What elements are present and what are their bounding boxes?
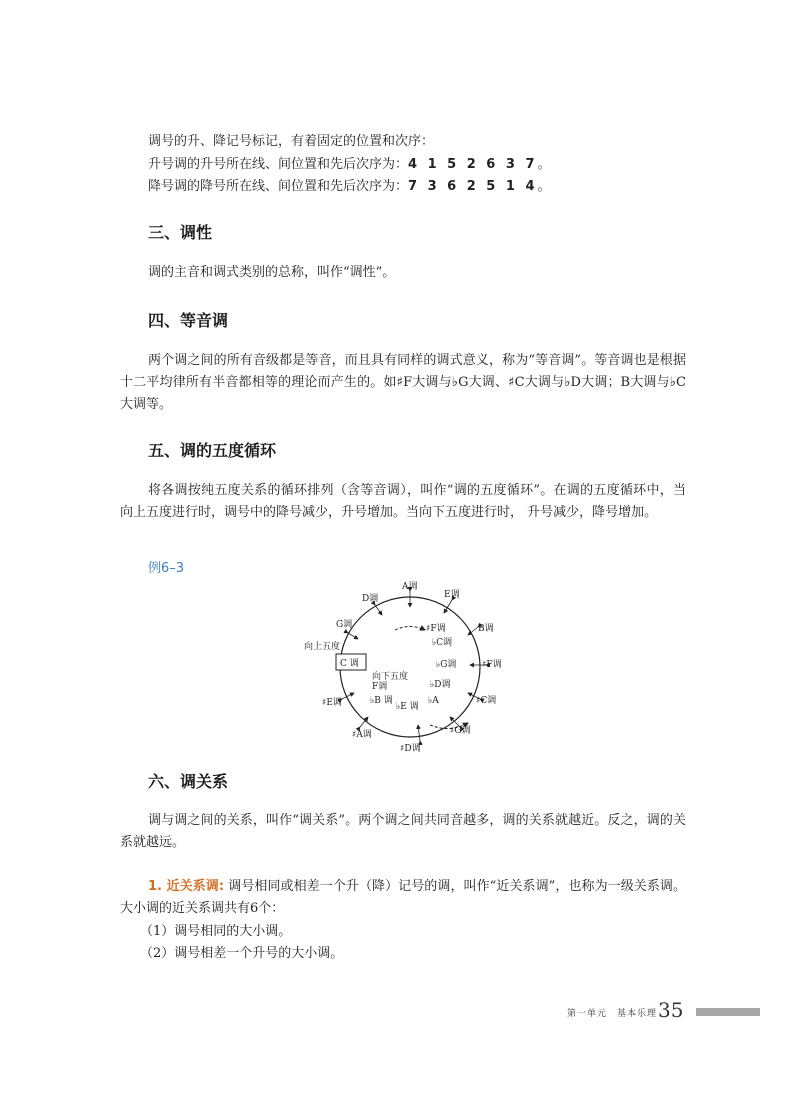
sub-section-1-title: 1. 近关系调: bbox=[148, 879, 225, 894]
key-c-sharp: ♯C调 bbox=[476, 696, 497, 706]
section-5-title: 五、调的五度循环 bbox=[148, 441, 277, 460]
section-5-body bbox=[120, 480, 686, 524]
key-f-sharp: ♯F调 bbox=[482, 660, 502, 670]
sub-section-1-body: 调号相同或相差一个升（降）记号的调，叫作“近关系调”，也称为一级关系调。大小调的近关系调共有6个： bbox=[120, 879, 686, 916]
section-3-title: 三、调性 bbox=[148, 223, 213, 242]
key-c: C 调 bbox=[340, 659, 359, 669]
section-3-body: 调的主音和调式类别的总称，叫作“调性”。 bbox=[148, 265, 396, 280]
section-4-body bbox=[120, 350, 686, 416]
footer-unit-label: 第一单元 基本乐理 bbox=[567, 1009, 658, 1019]
section-4-title: 四、等音调 bbox=[148, 311, 229, 330]
intro-line-3 bbox=[148, 178, 551, 196]
key-d-sharp: ♯D调 bbox=[400, 744, 421, 754]
key-g-flat-inner: ♭G调 bbox=[436, 660, 457, 670]
key-b-flat-inner: ♭B 调 bbox=[370, 696, 393, 706]
section-6-paragraph: 调与调之间的关系，叫作“调关系”。两个调之间共同音越多，调的关系就越近。反之，调的关系就越远。 bbox=[120, 813, 686, 850]
intro-line-2 bbox=[148, 156, 551, 174]
intro-line-2-text: 升号调的升号所在线、间位置和先后次序为： bbox=[148, 157, 409, 172]
list-item-1: （1）调号相同的大小调。 bbox=[140, 924, 292, 939]
intro-line-2-period: 。 bbox=[537, 157, 551, 172]
key-b: B调 bbox=[478, 624, 494, 634]
up-fifth-label: 向上五度 bbox=[304, 642, 341, 652]
key-e-flat-inner: ♭E 调 bbox=[396, 702, 419, 712]
footer-bar bbox=[696, 1008, 760, 1016]
example-label: 例6–3 bbox=[148, 561, 185, 576]
section-4-paragraph: 两个调之间的所有音级都是等音，而且具有同样的调式意义，称为“等音调”。等音调也是根据十二平均律所有半音都相等的理论而产生的。如♯F大调与♭G大调、♯C大调与♭D大调；B大调与♭C大调等。 bbox=[120, 353, 686, 412]
key-a-flat-inner: ♭A bbox=[428, 696, 439, 706]
key-g: G调 bbox=[336, 620, 353, 630]
list-item-2: （2）调号相差一个升号的大小调。 bbox=[140, 946, 344, 961]
key-a-sharp: ♯A调 bbox=[352, 730, 372, 740]
section-6-title: 六、调关系 bbox=[148, 772, 229, 791]
key-a: A调 bbox=[402, 582, 418, 592]
key-f: F调 bbox=[372, 682, 388, 692]
key-g-sharp: ♯G调 bbox=[450, 726, 471, 736]
sharp-order-notes: 4 1 5 2 6 3 7 bbox=[408, 157, 538, 172]
flat-order-notes: 7 3 6 2 5 1 4 bbox=[408, 179, 538, 194]
sub-section-1 bbox=[120, 876, 686, 920]
intro-line-1: 调号的升、降记号标记，有着固定的位置和次序： bbox=[148, 134, 435, 149]
section-5-paragraph: 将各调按纯五度关系的循环排列（含等音调），叫作“调的五度循环”。在调的五度循环中，当向上五度进行时，调号中的降号减少，升号增加。当向下五度进行时， 升号减少，降号增加。 bbox=[120, 483, 686, 520]
key-d-flat-inner: ♭D调 bbox=[430, 680, 451, 690]
down-fifth-label: 向下五度 bbox=[372, 672, 409, 682]
circle-of-fifths-diagram bbox=[300, 575, 510, 765]
key-e: E调 bbox=[444, 590, 460, 600]
key-d: D调 bbox=[362, 594, 379, 604]
key-c-flat-inner: ♭C调 bbox=[432, 638, 453, 648]
page-number: 35 bbox=[658, 998, 684, 1022]
sub-section-1-paragraph bbox=[120, 876, 686, 920]
clockwise-arrow bbox=[395, 627, 425, 631]
intro-line-3-text: 降号调的降号所在线、间位置和先后次序为： bbox=[148, 179, 409, 194]
intro-line-3-period: 。 bbox=[537, 179, 551, 194]
key-f-sharp-inner: ♯F调 bbox=[426, 624, 446, 634]
section-6-body bbox=[120, 810, 686, 854]
key-e-sharp: ♯E调 bbox=[322, 698, 342, 708]
